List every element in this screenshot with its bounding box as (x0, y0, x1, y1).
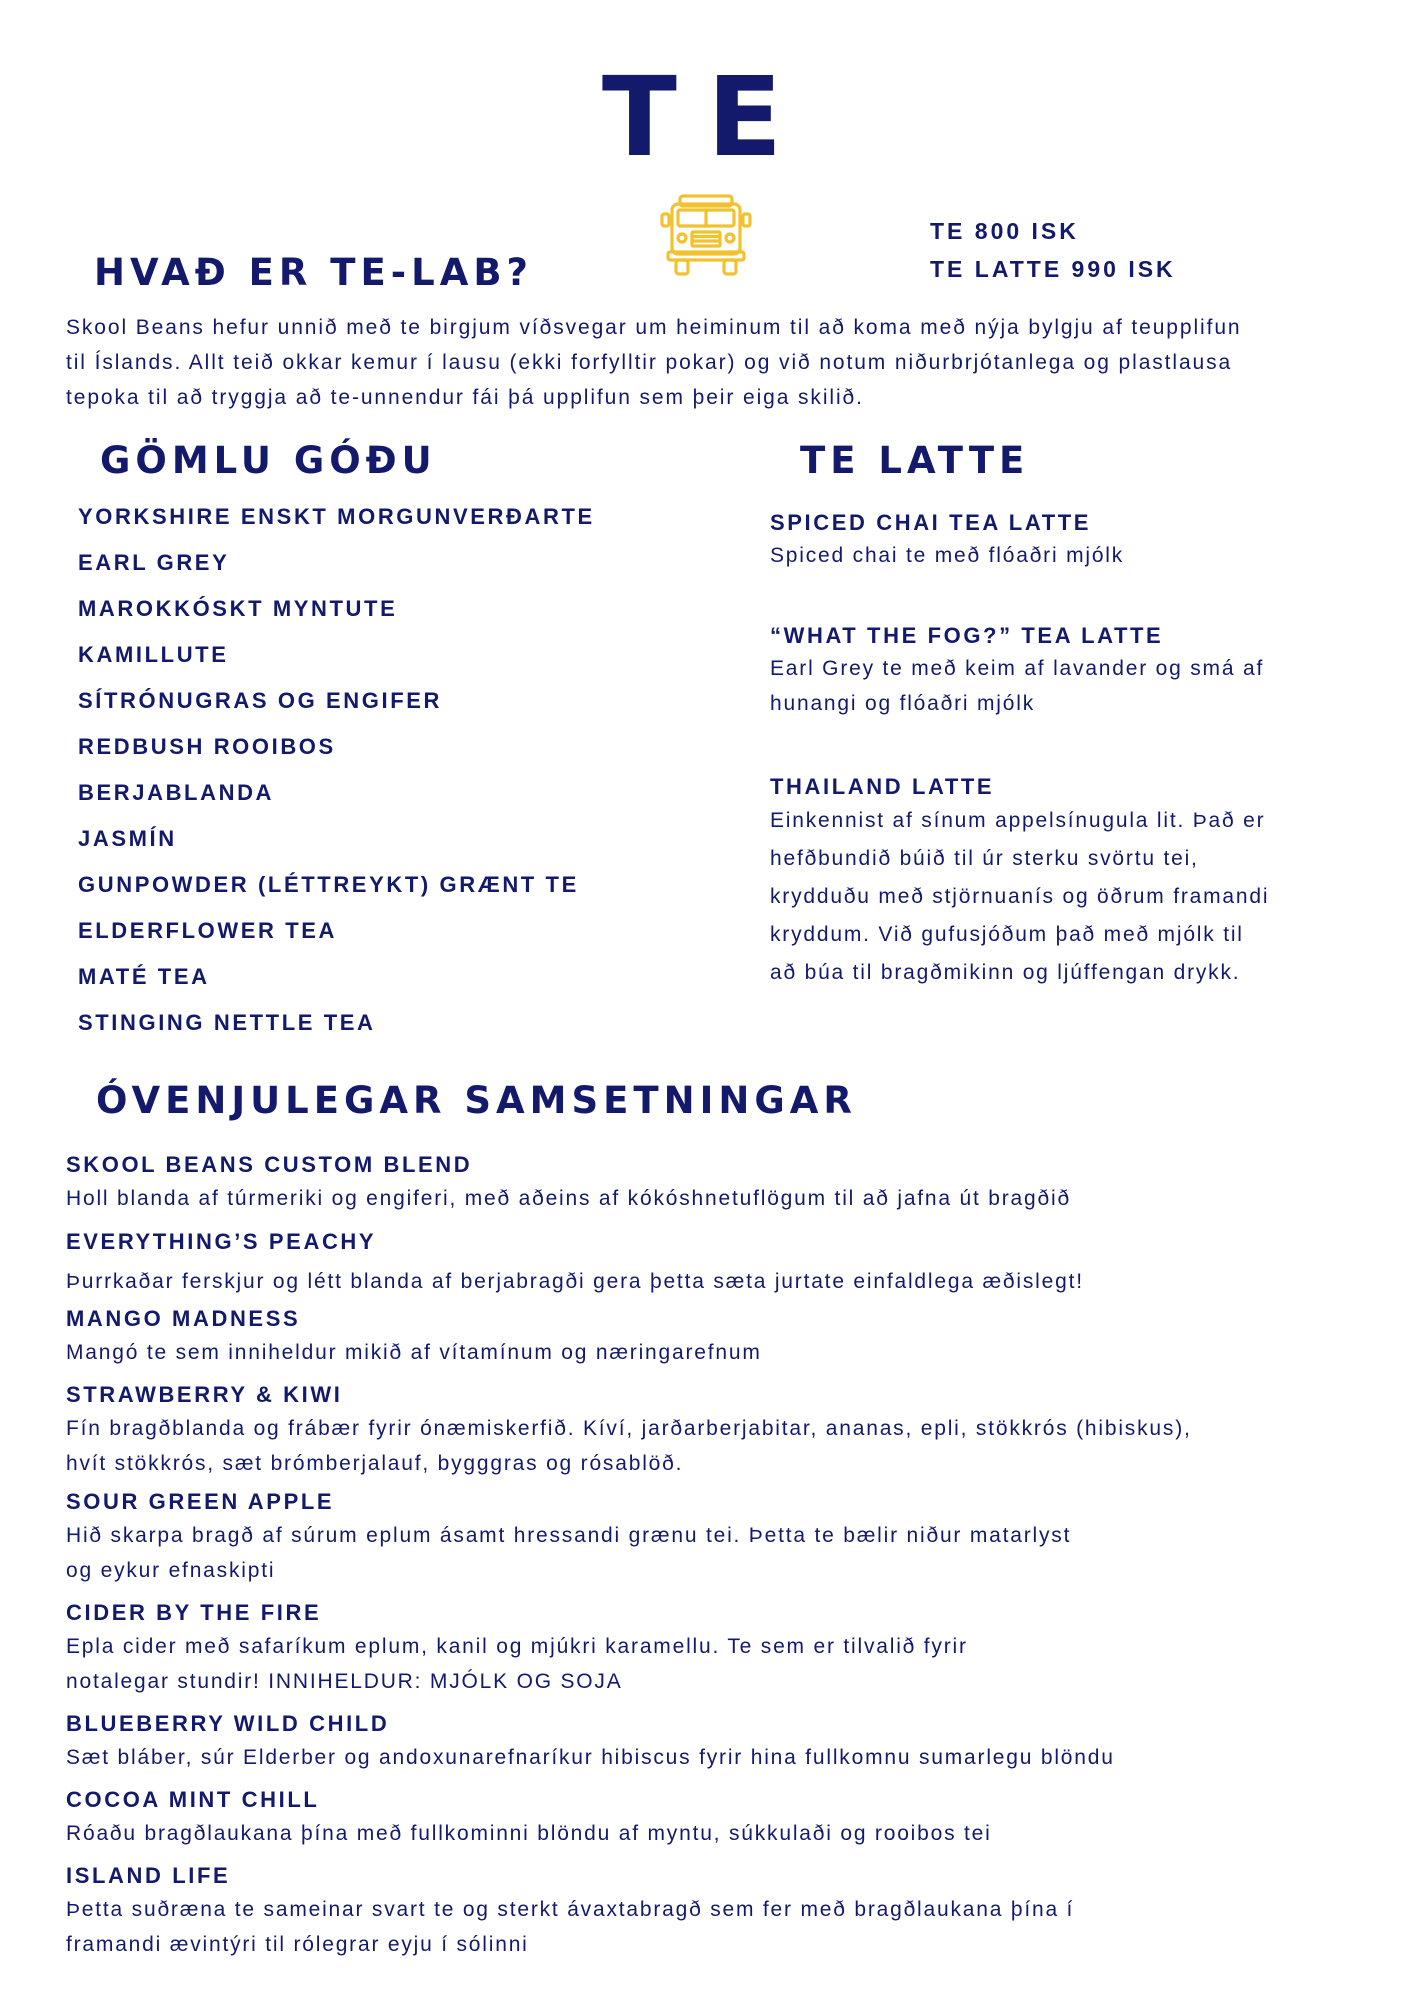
blend-description: Mangó te sem inniheldur mikið af vítamínum og næringarefnum (66, 1341, 762, 1364)
description-line: notalegar stundir! INNIHELDUR: MJÓLK OG SOJA (66, 1670, 623, 1693)
latte-item (770, 774, 1370, 992)
latte-item-name: SPICED CHAI TEA LATTE (770, 510, 1092, 535)
list-item: MATÉ TEA (78, 964, 210, 989)
list-item: BERJABLANDA (78, 780, 275, 805)
intro-line: tepoka til að tryggja að te-unnendur fái þá upplifun sem þeir eiga skilið. (66, 386, 864, 409)
blend-name: SOUR GREEN APPLE (66, 1489, 335, 1514)
unusual-heading: ÓVENJULEGAR SAMSETNINGAR (96, 1079, 857, 1122)
list-item: ELDERFLOWER TEA (78, 918, 337, 943)
description-line: Einkennist af sínum appelsínugula lit. Það er (770, 809, 1266, 832)
latte-item (770, 510, 1370, 573)
description-line: hefðbundið búið til úr sterku svörtu tei, (770, 847, 1199, 870)
blend-description: Þurrkaðar ferskjur og létt blanda af berjabragði gera þetta sæta jurtate einfaldlega æðislegt! (66, 1270, 1084, 1293)
blend-description: Holl blanda af túrmeriki og engiferi, með aðeins af kókóshnetuflögum til að jafna út bragðið (66, 1187, 1071, 1210)
description-line: Þetta suðræna te sameinar svart te og sterkt ávaxtabragð sem fer með bragðlaukana þína í (66, 1898, 1075, 1921)
blend-item (66, 1152, 1386, 1216)
school-bus-icon (658, 188, 754, 284)
blend-description: Róaðu bragðlaukana þína með fullkominni blöndu af myntu, súkkulaði og rooibos tei (66, 1822, 992, 1845)
price-te-latte: TE LATTE 990 ISK (930, 256, 1176, 282)
intro-line: Skool Beans hefur unnið með te birgjum víðsvegar um heiminum til að koma með nýja bylgju af teupplifun (66, 316, 1242, 339)
description-line: Earl Grey te með keim af lavander og smá af (770, 657, 1265, 680)
description-line: hvít stökkrós, sæt brómberjalauf, bygggras og rósablöð. (66, 1452, 684, 1475)
old-good-heading: GÖMLU GÓÐU (100, 439, 437, 482)
list-item: GUNPOWDER (LÉTTREYKT) GRÆNT TE (78, 872, 579, 897)
list-item: MAROKKÓSKT MYNTUTE (78, 596, 398, 621)
blend-item (66, 1306, 1386, 1370)
intro-heading: HVAÐ ER TE-LAB? (94, 251, 534, 294)
price-list (930, 212, 1176, 288)
description-line: Spiced chai te með flóaðri mjólk (770, 544, 1125, 567)
list-item: STINGING NETTLE TEA (78, 1010, 376, 1035)
blend-name: ISLAND LIFE (66, 1863, 231, 1888)
description-line: Hið skarpa bragð af súrum eplum ásamt hressandi grænu tei. Þetta te bælir niður matarlyst (66, 1524, 1072, 1547)
latte-item-description (770, 802, 1370, 992)
price-te: TE 800 ISK (930, 218, 1079, 244)
blend-item (66, 1787, 1386, 1851)
list-item: KAMILLUTE (78, 642, 229, 667)
blend-name: EVERYTHING’S PEACHY (66, 1229, 377, 1254)
description-line: að búa til bragðmikinn og ljúffengan drykk. (770, 961, 1241, 984)
latte-item-description (770, 538, 1370, 573)
latte-item-name: “WHAT THE FOG?” TEA LATTE (770, 623, 1164, 648)
latte-item-description (770, 651, 1370, 721)
latte-item (770, 623, 1370, 721)
list-item: SÍTRÓNUGRAS OG ENGIFER (78, 688, 442, 713)
latte-heading: TE LATTE (800, 439, 1030, 482)
blend-item (66, 1382, 1386, 1481)
blend-name: MANGO MADNESS (66, 1306, 301, 1331)
blend-item (66, 1489, 1386, 1588)
description-line: Fín bragðblanda og frábær fyrir ónæmiskerfið. Kíví, jarðarberjabitar, ananas, epli, stökkrós (hibiskus), (66, 1417, 1192, 1440)
blend-description (66, 1629, 1386, 1699)
blend-name: STRAWBERRY & KIWI (66, 1382, 343, 1407)
list-item: REDBUSH ROOIBOS (78, 734, 336, 759)
description-line: hunangi og flóaðri mjólk (770, 692, 1036, 715)
blend-item (66, 1229, 1386, 1299)
list-item: YORKSHIRE ENSKT MORGUNVERÐARTE (78, 504, 595, 529)
blend-item (66, 1711, 1386, 1775)
blend-item (66, 1600, 1386, 1699)
blend-item (66, 1863, 1386, 1962)
blend-description (66, 1411, 1386, 1481)
blend-description: Sæt bláber, súr Elderber og andoxunarefnaríkur hibiscus fyrir hina fullkomnu sumarlegu blöndu (66, 1746, 1115, 1769)
blend-name: SKOOL BEANS CUSTOM BLEND (66, 1152, 473, 1177)
description-line: framandi ævintýri til rólegrar eyju í sólinni (66, 1933, 529, 1956)
description-line: og eykur efnaskipti (66, 1559, 276, 1582)
description-line: krydduðu með stjörnuanís og öðrum framandi (770, 885, 1270, 908)
blend-description (66, 1892, 1386, 1962)
description-line: Epla cider með safaríkum eplum, kanil og mjúkri karamellu. Te sem er tilvalið fyrir (66, 1635, 968, 1658)
blend-name: CIDER BY THE FIRE (66, 1600, 322, 1625)
description-line: kryddum. Við gufusjóðum það með mjólk til (770, 923, 1244, 946)
list-item: JASMÍN (78, 826, 177, 851)
blend-name: BLUEBERRY WILD CHILD (66, 1711, 390, 1736)
list-item: EARL GREY (78, 550, 230, 575)
old-good-list (78, 502, 595, 1054)
latte-item-name: THAILAND LATTE (770, 774, 995, 799)
page-title: TE (601, 53, 813, 181)
intro-line: til Íslands. Allt teið okkar kemur í lausu (ekki forfylltir pokar) og við notum niðurbrjótanlega og plastlausa (66, 351, 1233, 374)
intro-text (66, 310, 1366, 415)
blend-name: COCOA MINT CHILL (66, 1787, 320, 1812)
blend-description (66, 1518, 1386, 1588)
